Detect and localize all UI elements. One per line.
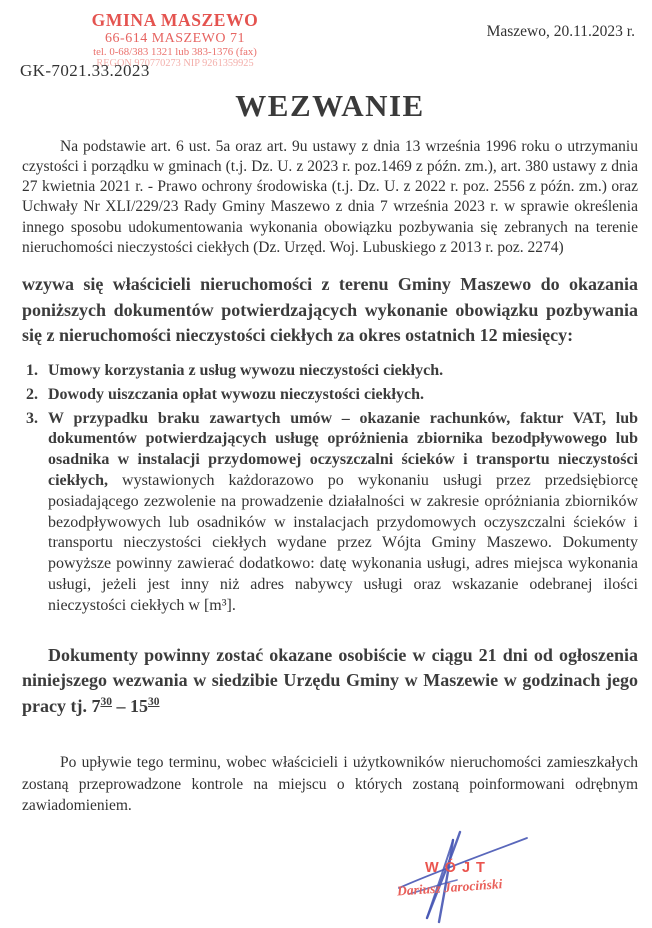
- office-hours-start-minutes: 30: [100, 696, 112, 709]
- required-documents-list: [22, 361, 638, 617]
- signature-block: [385, 830, 595, 926]
- place-date: Maszewo, 20.11.2023 r.: [486, 23, 635, 40]
- summons-paragraph: wzywa się właścicieli nieruchomości z terenu Gminy Maszewo do okazania poniższych dokumentów potwierdzających wykonanie obowiązku pozbywania się z nieruchomości nieczystości ciekłych za okres ostatnich 12 miesięcy:: [22, 273, 638, 346]
- list-item-text: W przypadku braku zawartych umów – okazanie rachunków, faktur VAT, lub dokumentów potwierdzających usługę opróżnienia zbiornika bezodpływowego lub osadnika w instalacji przydomowej oczyszczalni ścieków i transportu nieczystości ciekłych,: [48, 409, 638, 490]
- list-item: [22, 409, 638, 617]
- list-item-text: Umowy korzystania z usług wywozu nieczystości ciekłych.: [48, 362, 444, 380]
- deadline-text: Dokumenty powinny zostać okazane osobiście w ciągu 21 dni od ogłoszenia niniejszego wezwania w siedzibie Urzędu Gminy w Maszewie w godzinach jego pracy tj.: [22, 644, 638, 717]
- closing-paragraph: Po upływie tego terminu, wobec właścicieli i użytkowników nieruchomości zamieszkałych zostaną przeprowadzone kontrole na miejscu o których zostaną poinformowani odrębnym zawiadomieniem.: [22, 753, 638, 815]
- list-item-text-regular: wystawionych każdorazowo po wykonaniu usługi przez przedsiębiorcę posiadającego zezwolenie na prowadzenie działalności w zakresie opróżniania zbiorników bezodpływowych lub osadników w instalacjach przydomowych oczyszczalni ścieków i transportu nieczystości ciekłych wydane przez Wójta Gminy Maszewo. Dokumenty powyższe powinny zawierać dodatkowo: datę wykonania usługi, adres miejsca wykonania usługi, jeżeli jest inny niż adres nabywcy usługi oraz wskazanie odebranej ilości nieczystości ciekłych w [m³].: [48, 472, 638, 614]
- deadline-paragraph: [22, 643, 638, 720]
- stamp-phone: tel. 0-68/383 1321 lub 383-1376 (fax): [93, 46, 257, 59]
- office-hours-end: 15: [129, 696, 148, 717]
- list-item-number: 2.: [26, 385, 38, 403]
- office-hours-start: 7: [91, 696, 101, 717]
- list-item-text: Dowody uiszczania opłat wywozu nieczystości ciekłych.: [48, 385, 424, 403]
- list-item-number: 1.: [26, 362, 38, 380]
- list-item: [22, 385, 638, 406]
- list-item-number: 3.: [26, 409, 38, 427]
- office-hours-end-minutes: 30: [147, 696, 160, 709]
- reference-number: GK-7021.33.2023: [20, 61, 150, 80]
- mayor-stamp-title: WÓJT: [425, 860, 491, 876]
- stamp-regon-nip: REGON 970770273 NIP 9261359925: [96, 58, 254, 70]
- document-body: [22, 88, 638, 817]
- document-title: WEZWANIE: [235, 88, 425, 123]
- list-item: [22, 361, 638, 382]
- mayor-stamp-name: Dariusz Jarociński: [396, 876, 503, 899]
- legal-basis-paragraph: Na podstawie art. 6 ust. 5a oraz art. 9u ustawy z dnia 13 września 1996 roku o utrzymaniu czystości i porządku w gminach (t.j. Dz. U. z 2023 r. poz.1469 z późn. zm.), art. 380 ustawy z dnia 27 kwietnia 2021 r. - Prawo ochrony środowiska (t.j. Dz. U. z 2022 r. poz. 2556 z późn. zm.) oraz Uchwały Nr XLI/229/23 Rady Gminy Maszewo z dnia 7 września 2023 r. w sprawie określenia innego sposobu udokumentowania wykonania obowiązku pozbywania się zebranych na terenie nieruchomości nieczystości ciekłych (Dz. Urzęd. Woj. Lubuskiego z 2013 r. poz. 2274): [22, 138, 638, 256]
- office-hours-separator: –: [111, 696, 130, 717]
- stamp-municipality: GMINA MASZEWO: [91, 10, 259, 30]
- stamp-address: 66-614 MASZEWO 71: [105, 30, 245, 46]
